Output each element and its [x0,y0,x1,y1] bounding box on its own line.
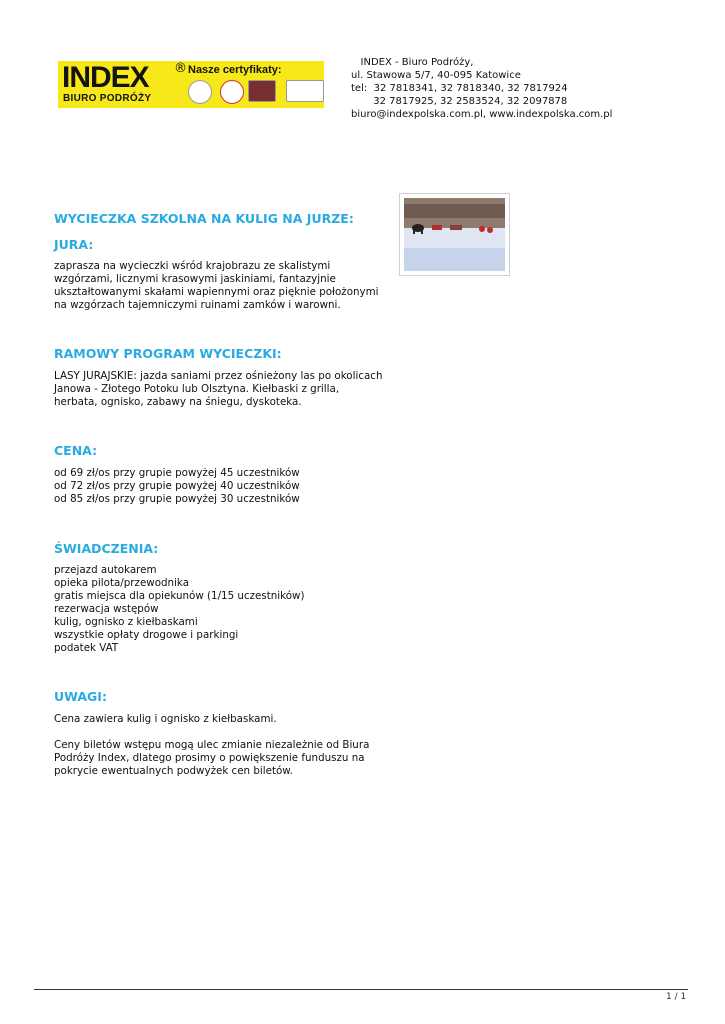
price-heading: CENA: [54,443,98,458]
company-logo [58,61,324,108]
registered-mark: ® [174,61,187,76]
contact-line: ul. Stawowa 5/7, 40-095 Katowice [351,70,521,81]
notes-paragraph-1 [54,713,277,726]
contact-info [351,56,612,121]
jura-paragraph [54,260,379,312]
contact-line: 32 7817925, 32 2583524, 32 2097878 [351,96,568,107]
page-title: WYCIECZKA SZKOLNA NA KULIG NA JURZE: [54,211,354,226]
text-line: na wzgórzach tajemniczymi ruinami zamków i warowni. [54,299,341,311]
gazelle-badge-icon [286,80,324,102]
certificates-label: Nasze certyfikaty: [188,64,282,76]
pit-badge-icon [188,80,212,104]
jura-heading: JURA: [54,237,94,252]
service-item: kulig, ognisko z kiełbaskami [54,616,198,628]
program-paragraph [54,370,382,409]
text-line: Ceny biletów wstępu mogą ulec zmianie niezależnie od Biura [54,739,370,751]
contact-line: tel: 32 7818341, 32 7818340, 32 7817924 [351,83,568,94]
services-heading: ŚWIADCZENIA: [54,541,159,556]
contact-line: biuro@indexpolska.com.pl, www.indexpolska.com.pl [351,109,613,120]
service-item: rezerwacja wstępów [54,603,159,615]
program-heading: RAMOWY PROGRAM WYCIECZKI: [54,346,282,361]
text-line: Podróży Index, dlatego prosimy o powiększenie funduszu na [54,752,365,764]
services-list [54,564,304,655]
price-line: od 85 zł/os przy grupie powyżej 30 uczestników [54,493,300,505]
service-item: przejazd autokarem [54,564,157,576]
text-line: ukształtowanymi skałami wapiennymi oraz pięknie położonymi [54,286,379,298]
poland-badge-icon [220,80,244,104]
price-list [54,467,300,506]
text-line: zaprasza na wycieczki wśród krajobrazu ze skalistymi [54,260,331,272]
price-line: od 72 zł/os przy grupie powyżej 40 uczestników [54,480,300,492]
contact-line: INDEX - Biuro Podróży, [351,57,474,68]
service-item: podatek VAT [54,642,119,654]
notes-paragraph-2 [54,739,369,778]
text-line: LASY JURAJSKIE: jazda saniami przez ośnieżony las po okolicach [54,370,383,382]
page-number: 1 / 1 [666,992,687,1002]
text-line: Janowa - Złotego Potoku lub Olsztyna. Kiełbaski z grilla, [54,383,340,395]
footer-divider [34,989,688,990]
service-item: wszystkie opłaty drogowe i parkingi [54,629,239,641]
logo-subtitle: BIURO PODRÓŻY [63,93,152,104]
quality-badge-icon [248,80,276,102]
sleigh-ride-photo [399,193,510,276]
service-item: gratis miejsca dla opiekunów (1/15 uczestników) [54,590,305,602]
text-line: wzgórzami, licznymi krasowymi jaskiniami, fantazyjnie [54,273,336,285]
logo-brand: INDEX [62,61,149,94]
text-line: herbata, ognisko, zabawy na śniegu, dyskoteka. [54,396,302,408]
text-line: pokrycie ewentualnych podwyżek cen biletów. [54,765,294,777]
notes-heading: UWAGI: [54,689,107,704]
price-line: od 69 zł/os przy grupie powyżej 45 uczestników [54,467,300,479]
text-line: Cena zawiera kulig i ognisko z kiełbaskami. [54,713,277,725]
service-item: opieka pilota/przewodnika [54,577,190,589]
